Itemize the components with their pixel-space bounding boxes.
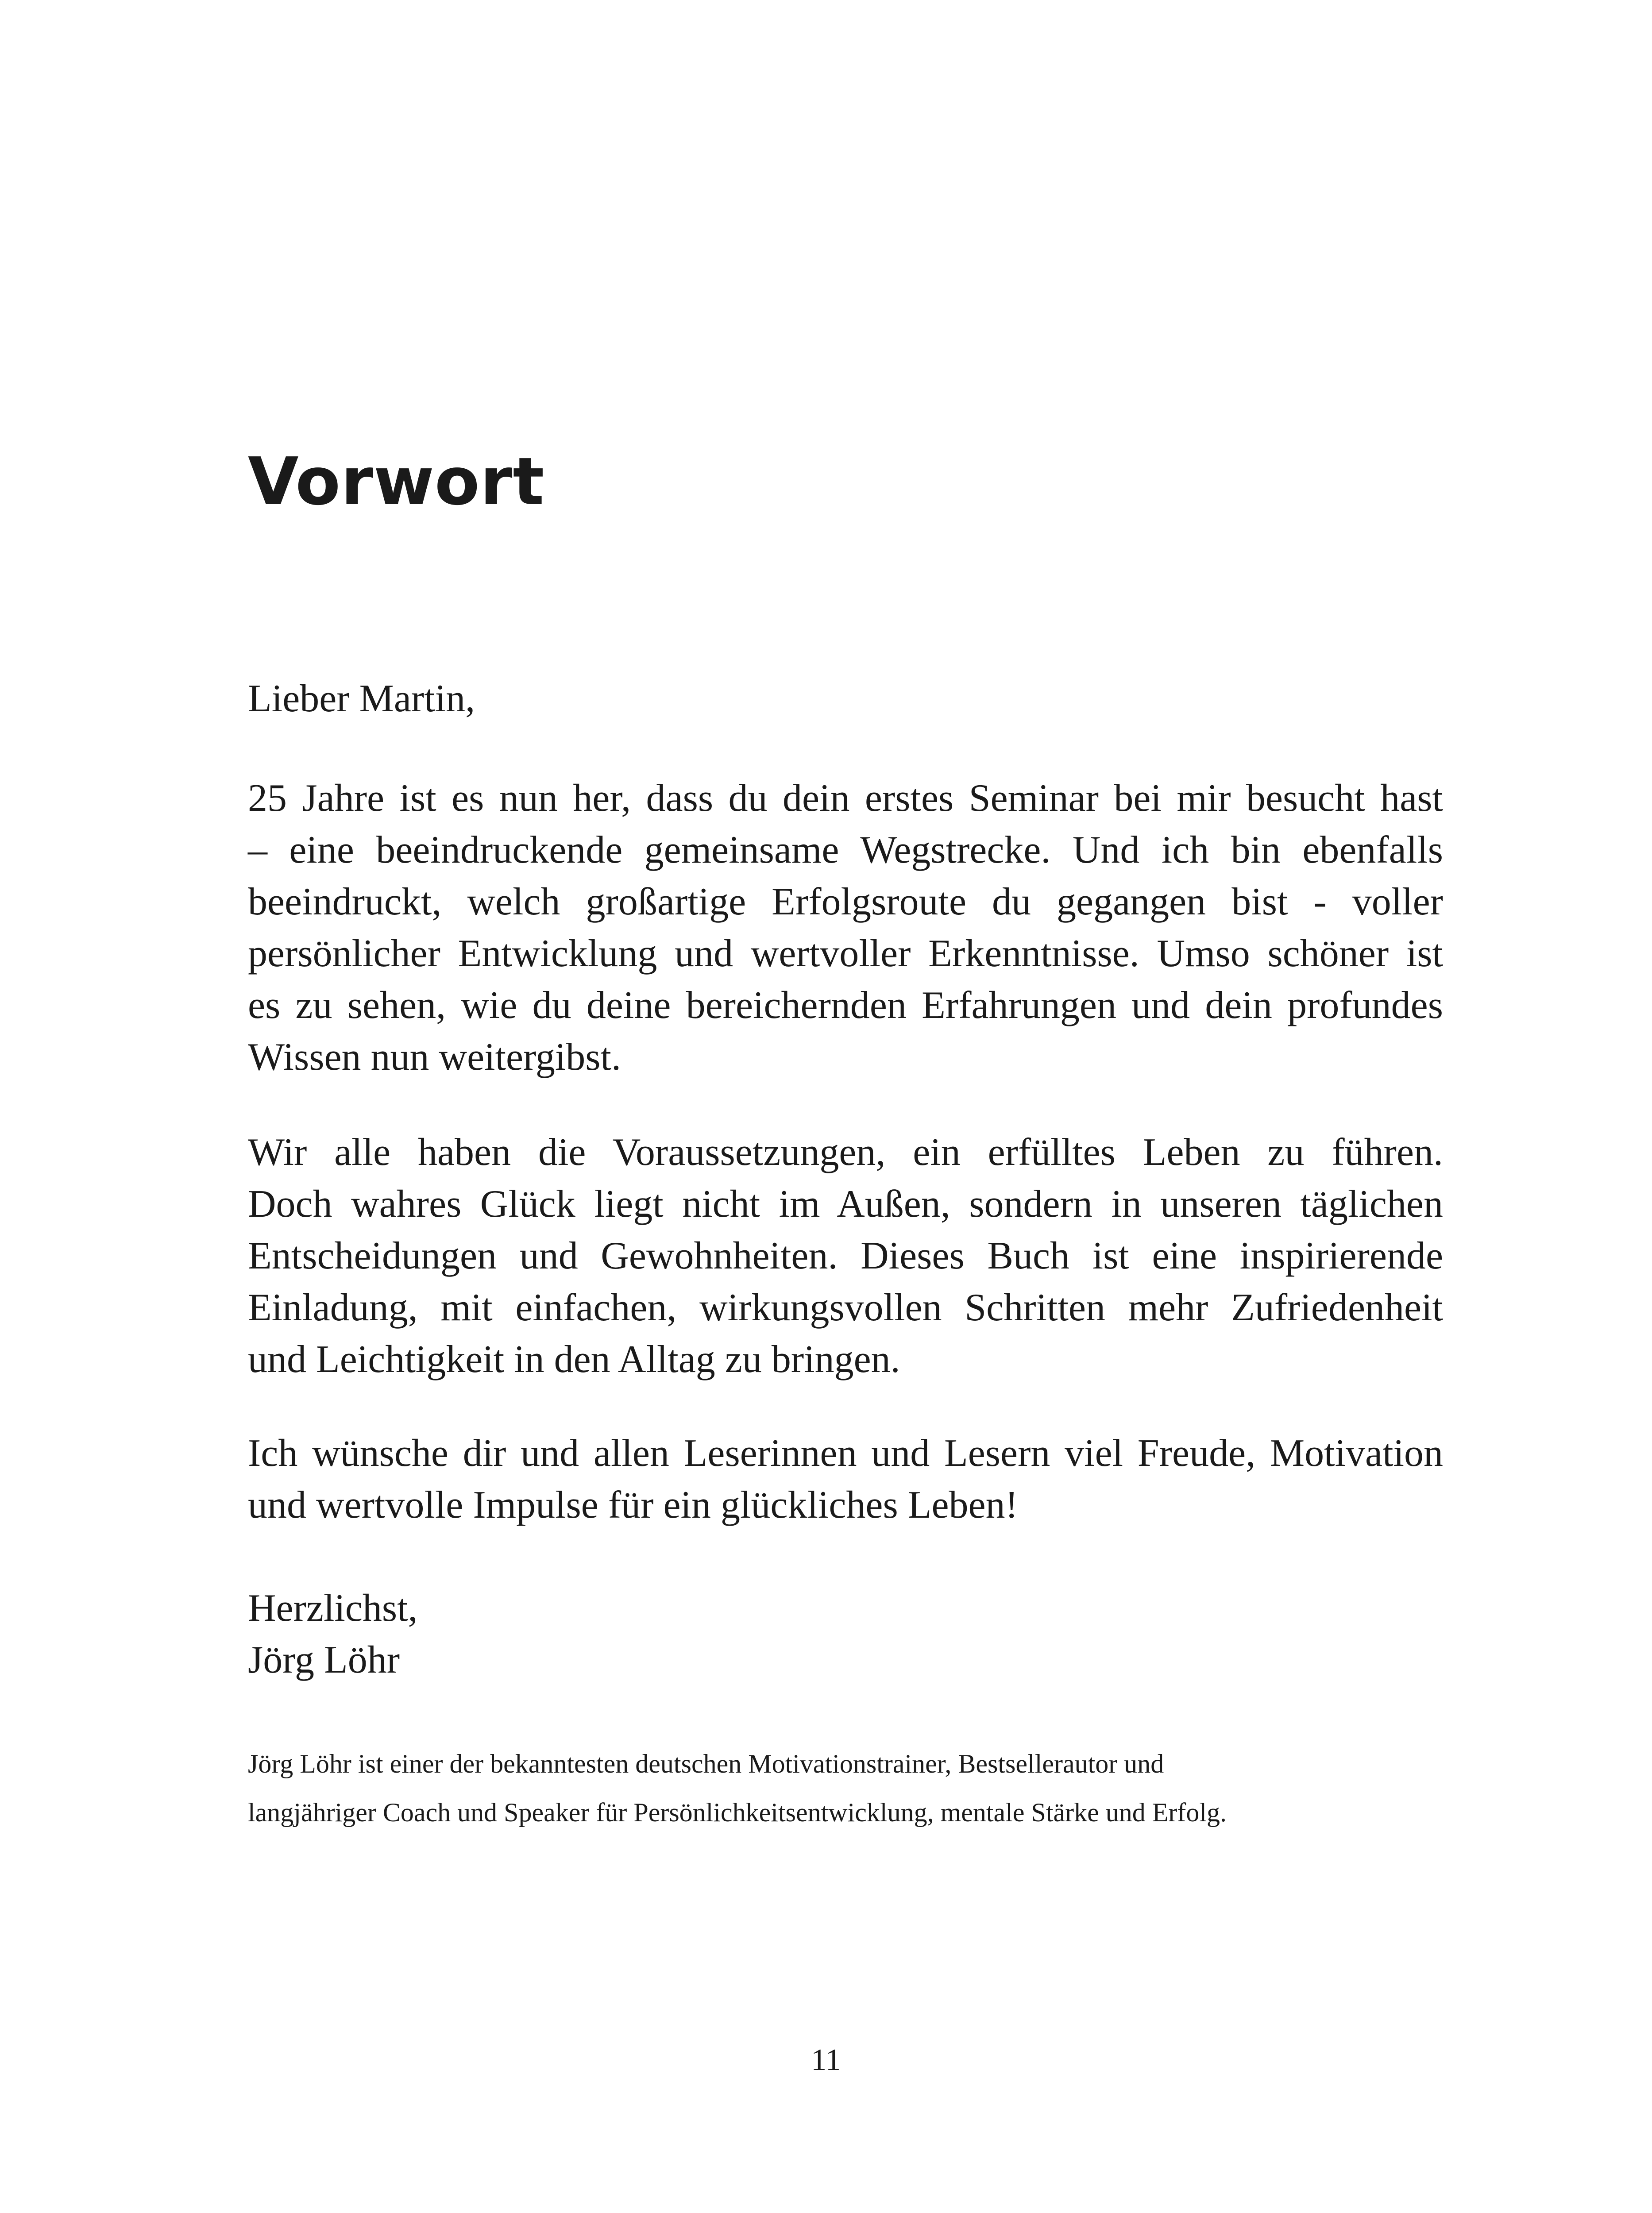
paragraph-line: beeindruckt, welch großartige Erfolgsroute du gegangen bist - voller: [248, 880, 1443, 923]
paragraph-3: [248, 1427, 1443, 1531]
paragraph-line: – eine beeindruckende gemeinsame Wegstrecke. Und ich bin ebenfalls: [248, 829, 1443, 871]
signature: Jörg Löhr: [248, 1639, 400, 1681]
salutation: Lieber Martin,: [248, 677, 475, 720]
paragraph-line: Entscheidungen und Gewohnheiten. Dieses Buch ist eine inspirierende: [248, 1234, 1443, 1277]
paragraph-line: Wir alle haben die Voraussetzungen, ein erfülltes Leben zu führen.: [248, 1131, 1443, 1174]
paragraph-2: [248, 1126, 1443, 1385]
closing-greeting: Herzlichst,: [248, 1587, 418, 1630]
paragraph-line: Doch wahres Glück liegt nicht im Außen, sondern in unseren täglichen: [248, 1183, 1443, 1226]
closing: [248, 1582, 1443, 1686]
paragraph-line: Ich wünsche dir und allen Leserinnen und Lesern viel Freude, Motivation: [248, 1432, 1443, 1475]
bio-line: langjähriger Coach und Speaker für Persönlichkeitsentwicklung, mentale Stärke und Erfolg.: [248, 1798, 1227, 1827]
bio-line: Jörg Löhr ist einer der bekanntesten deutschen Motivationstrainer, Bestsellerautor und: [248, 1749, 1164, 1778]
chapter-heading: Vorwort: [248, 443, 545, 520]
paragraph-line: Einladung, mit einfachen, wirkungsvollen Schritten mehr Zufriedenheit: [248, 1286, 1443, 1329]
author-bio: [248, 1739, 1443, 1837]
page-number: 11: [811, 2043, 841, 2077]
paragraph-1: [248, 772, 1443, 1083]
paragraph-line: 25 Jahre ist es nun her, dass du dein erstes Seminar bei mir besucht hast: [248, 777, 1443, 820]
paragraph-line: persönlicher Entwicklung und wertvoller Erkenntnisse. Umso schöner ist: [248, 932, 1443, 975]
paragraph-line: Wissen nun weitergibst.: [248, 1036, 621, 1079]
paragraph-line: und Leichtigkeit in den Alltag zu bringen.: [248, 1338, 900, 1381]
paragraph-line: und wertvolle Impulse für ein glückliches Leben!: [248, 1484, 1018, 1527]
paragraph-line: es zu sehen, wie du deine bereichernden Erfahrungen und dein profundes: [248, 984, 1443, 1027]
